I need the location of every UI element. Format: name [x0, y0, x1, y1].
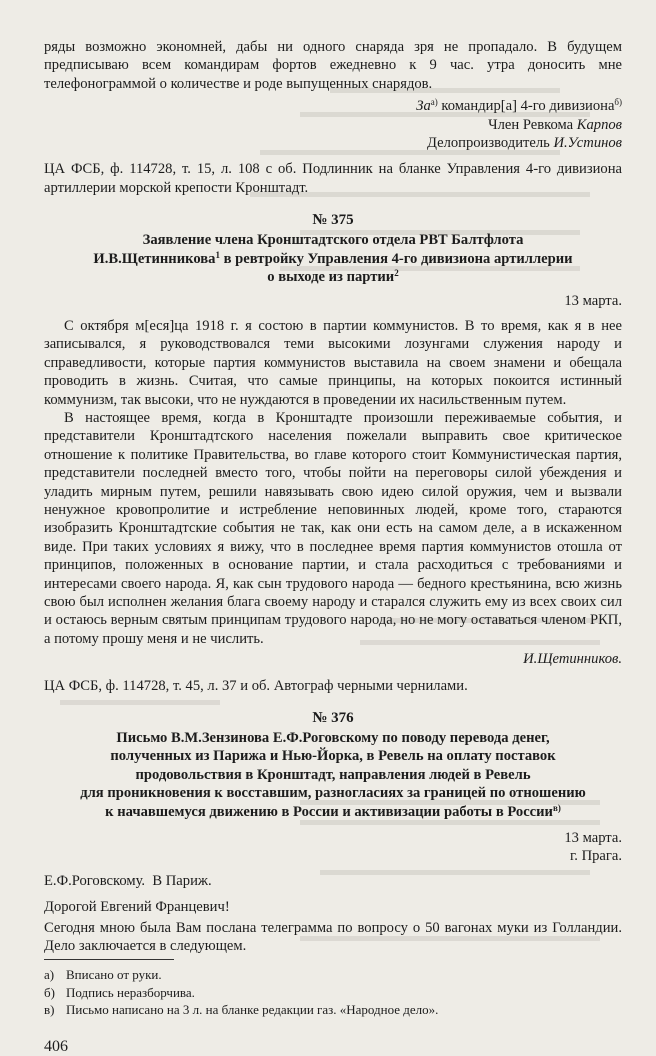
body-paragraph-375-1: С октября м[еся]ца 1918 г. я состою в партии коммунистов. В то время, как я в нее записывался, я руководствовался теми высокими лозунгами служения народу и справедливости, которые партия коммунистов выставила на своем знамени и обещала проводить в жизнь. Считая, что самые принципы, на которых покоится истинный коммунизм, так высоки, что не нуждаются в проведении их насильственным путем.	[44, 317, 622, 408]
footnote-item	[44, 966, 622, 983]
signature-line-commander	[44, 97, 622, 115]
footnote-text: Письмо написано на 3 л. на бланке редакции газ. «Народное дело».	[66, 1001, 439, 1017]
clerk-label: Делопроизводитель	[426, 135, 554, 152]
footnote-ref-b: б)	[614, 97, 622, 108]
footnote-divider	[44, 959, 174, 960]
document-number-375: № 375	[312, 212, 354, 229]
title-line: для проникновения к восставшим, разногласиях за границей по отношению	[80, 785, 586, 802]
letter-greeting: Дорогой Евгений Францевич!	[44, 899, 230, 916]
signature-block-374	[44, 97, 622, 152]
signature-line-revkom	[44, 116, 622, 134]
title-line: продовольствия в Кронштадт, направления людей в Ревель	[135, 766, 531, 783]
endnote-ref-1: 1	[215, 249, 220, 260]
signature-commander-text: командир[а] 4-го дивизиона	[437, 98, 615, 115]
title-line: Письмо В.М.Зензинова Е.Ф.Роговскому по поводу перевода денег,	[116, 730, 550, 746]
letter-addressee: Е.Ф.Роговскому. В Париж.	[44, 872, 212, 889]
footnote-mark: б)	[44, 984, 55, 1000]
document-375	[44, 211, 622, 695]
revkom-label: Член Ревкома	[488, 116, 577, 133]
document-376	[44, 709, 622, 955]
title-line	[44, 250, 622, 268]
body-paragraph-376-1: Сегодня мною была Вам послана телеграмма по вопросу о 50 вагонах муки из Голландии. Дело заключается в следующем.	[44, 919, 622, 955]
footnote-item	[44, 984, 622, 1001]
body-paragraph-375-2: В настоящее время, когда в Кронштадте произошли переживаемые события, и представители Кронштадтского населения пожелали выправить свое критическое отношение к политике Правительства, во главе которого стоит Коммунистическая партия, представители последней вместо того, чтобы пойти на переговоры силой убеждения и уладить мирным путем, решили навязывать свою идею силой оружия, чем и вызвали ненужное кровопролитие и истребление неповинных людей, кроме того, стараются изобразить Кронштадтские события не так, как они есть на самом деле, а в искаженном виде. При таких условиях я вижу, что в последнее время партия коммунистов отошла от принципов, положенных в основание партии, и стала расходиться с требованиями и интересами своего народа. Я, как сын трудового народа — бедного крестьянина, всю жизнь свою был исполнен желания блага своему народу и старался служить ему из всех своих сил и остаюсь верным святым принципам трудового народа, но не могу оставаться членом РКП, а потому прошу меня и не числить.	[44, 409, 622, 647]
signature-375: И.Щетинников.	[523, 651, 622, 668]
signature-for-prefix: За	[416, 98, 431, 115]
revkom-name: Карпов	[576, 116, 622, 133]
document-date-375: 13 марта.	[564, 293, 622, 310]
title-line	[44, 268, 622, 286]
title-recipient: в ревтройку Управления 4-го дивизиона артиллерии	[219, 250, 573, 267]
document-number-376: № 376	[312, 710, 354, 726]
endnote-ref-2: 2	[394, 268, 399, 279]
archive-source-374: ЦА ФСБ, ф. 114728, т. 15, л. 108 с об. Подлинник на бланке Управления 4-го дивизиона артиллерии морской крепости Кронштадт.	[44, 161, 622, 196]
footnote-text: Подпись неразборчива.	[66, 984, 195, 1000]
footnote-ref-a: а)	[430, 97, 438, 108]
title-last-text: к начавшемуся движению в России и активизации работы в России	[105, 803, 553, 820]
title-line: Заявление члена Кронштадтского отдела РВТ Балтфлота	[142, 232, 524, 249]
title-line	[44, 803, 622, 821]
title-line: полученных из Парижа и Нью-Йорка, в Ревель на оплату поставок	[110, 748, 556, 765]
footnote-text: Вписано от руки.	[66, 967, 162, 983]
footnote-ref-v: в)	[552, 802, 561, 813]
title-subject: о выходе из партии	[267, 269, 395, 286]
title-author: И.В.Щетинникова	[93, 250, 216, 267]
footnote-mark: в)	[44, 1001, 55, 1017]
document-title-376	[44, 729, 622, 821]
continuation-paragraph: ряды возможно экономней, дабы ни одного снаряда зря не пропадало. В будущем предписываю всем командирам фортов ежедневно к 9 час. утра доносить мне телефонограммой о количестве и роде выпущенных снарядов.	[44, 39, 622, 92]
archive-source-375: ЦА ФСБ, ф. 114728, т. 45, л. 37 и об. Автограф черными чернилами.	[44, 677, 468, 694]
footnotes	[44, 966, 622, 1018]
document-title-375	[44, 231, 622, 286]
footnote-item	[44, 1001, 622, 1018]
footnote-mark: а)	[44, 967, 55, 983]
signature-line-clerk	[44, 134, 622, 152]
document-page	[44, 38, 622, 1056]
document-date-376: 13 марта.	[564, 830, 622, 847]
page-number: 406	[44, 1038, 68, 1056]
clerk-name: И.Устинов	[553, 135, 622, 152]
document-place-376: г. Прага.	[569, 848, 622, 865]
